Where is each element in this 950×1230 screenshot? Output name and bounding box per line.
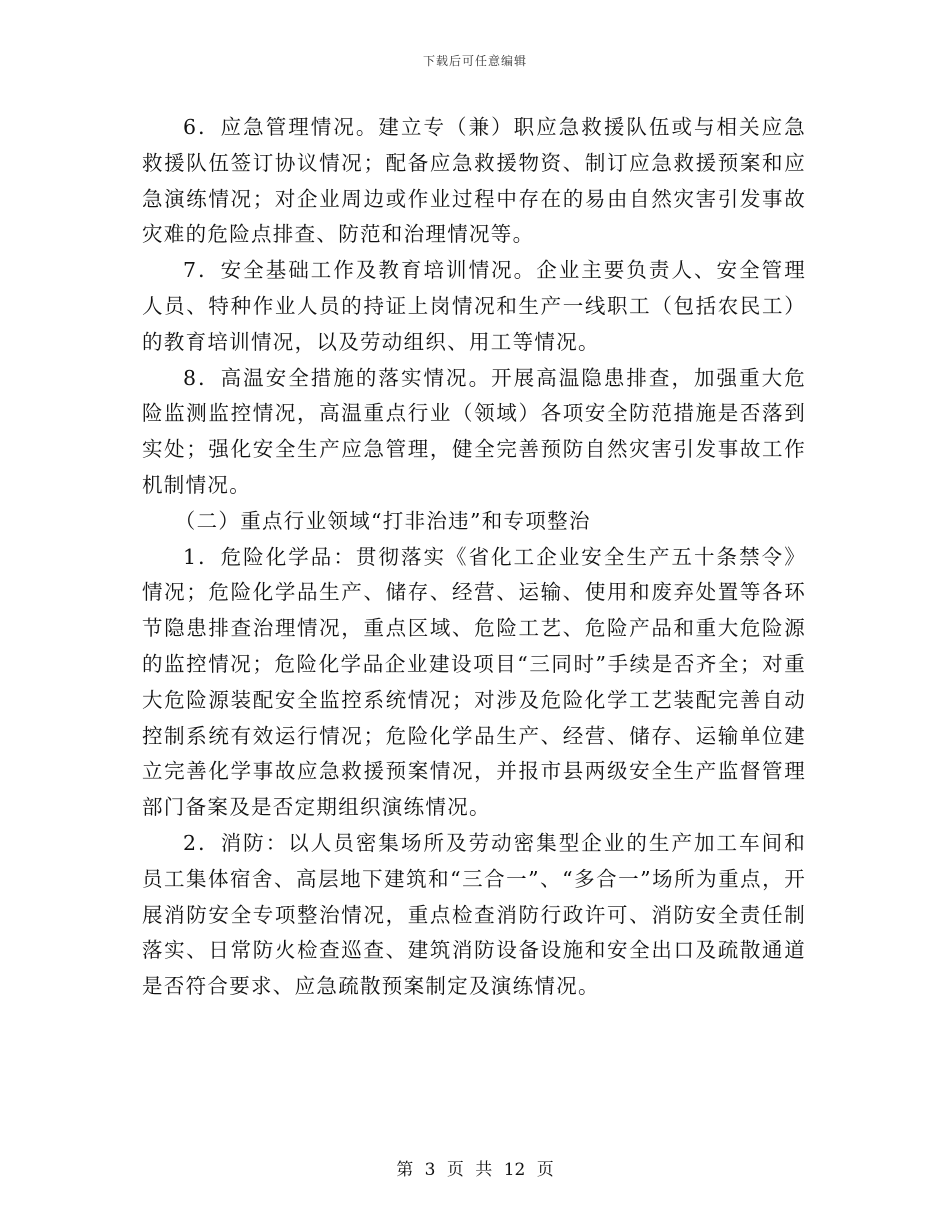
page-header: 下载后可任意编辑 xyxy=(422,54,527,68)
paragraph-high-temperature: 8．高温安全措施的落实情况。开展高温隐患排查，加强重大危险监测监控情况，高温重点行业（领域）各项安全防范措施是否落到实处；强化安全生产应急管理，健全完善预防自然灾害引发事故工作机制情况。 xyxy=(142,365,806,497)
document-body xyxy=(142,110,806,1005)
paragraph-fire-protection: 2．消防：以人员密集场所及劳动密集型企业的生产加工车间和员工集体宿舍、高层地下建筑和“三合一”、“多合一”场所为重点，开展消防安全专项整治情况，重点检查消防行政许可、消防安全责任制落实、日常防火检查巡查、建筑消防设备设施和安全出口及疏散通道是否符合要求、应急疏散预案制定及演练情况。 xyxy=(142,830,806,999)
page-number: 第 3 页 共 12 页 xyxy=(396,1160,554,1180)
paragraph-emergency-management: 6．应急管理情况。建立专（兼）职应急救援队伍或与相关应急救援队伍签订协议情况；配备应急救援物资、制订应急救援预案和应急演练情况；对企业周边或作业过程中存在的易由自然灾害引发事故灾难的危险点排查、防范和治理情况等。 xyxy=(142,115,806,247)
paragraph-safety-training: 7．安全基础工作及教育培训情况。企业主要负责人、安全管理人员、特种作业人员的持证上岗情况和生产一线职工（包括农民工）的教育培训情况，以及劳动组织、用工等情况。 xyxy=(142,258,806,354)
section-heading: （二）重点行业领域“打非治违”和专项整治 xyxy=(174,508,591,533)
paragraph-hazardous-chemicals: 1．危险化学品：贯彻落实《省化工企业安全生产五十条禁令》情况；危险化学品生产、储存、经营、运输、使用和废弃处置等各环节隐患排查治理情况，重点区域、危险工艺、危险产品和重大危险源的监控情况；危险化学品企业建设项目“三同时”手续是否齐全；对重大危险源装配安全监控系统情况；对涉及危险化学工艺装配完善自动控制系统有效运行情况；危险化学品生产、经营、储存、运输单位建立完善化学事故应急救援预案情况，并报市县两级安全生产监督管理部门备案及是否定期组织演练情况。 xyxy=(142,544,806,820)
